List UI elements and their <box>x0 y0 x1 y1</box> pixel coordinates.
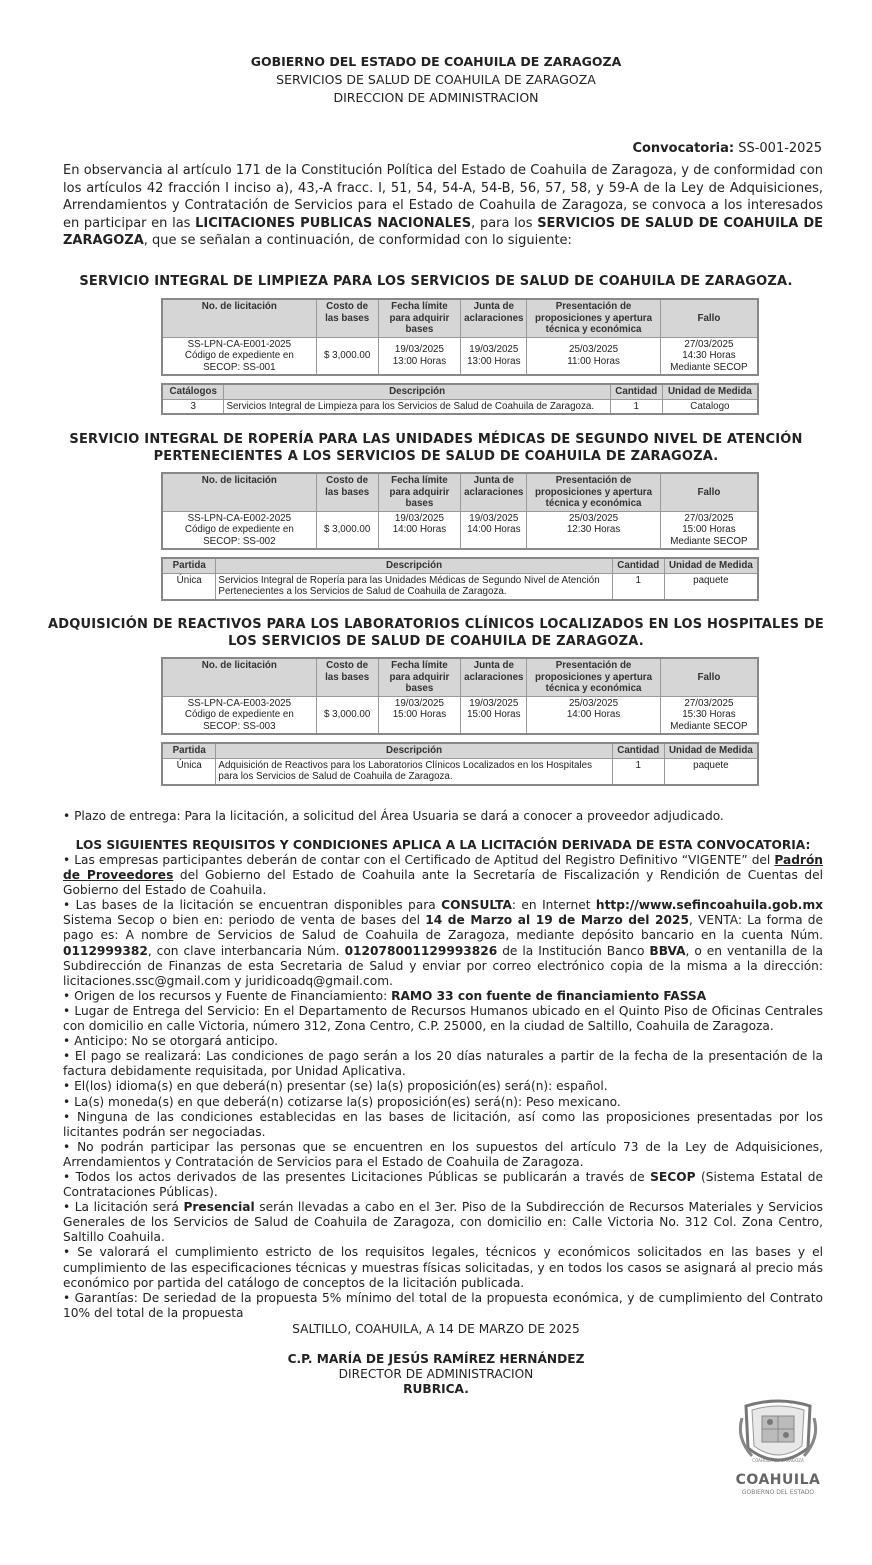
table-row <box>162 696 758 734</box>
col-fallo: Fallo <box>660 473 758 511</box>
col-fallo: Fallo <box>660 658 758 696</box>
list-item: • Las bases de la licitación se encuentran disponibles para CONSULTA: en Internet http://www.sefincoahuila.gob.mx Sistema Secop o bien en: periodo de venta de bases del 14 de Marzo al 19 de Marzo del 2025, VENTA: La forma de pago es: A nombre de Servicios de Salud de Coahuila de Zaragoza, mediante depósito bancario en la cuenta Núm. 0112999382, con clave interbancaria Núm. 012078001129993826 de la Institución Banco BBVA, o en ventanilla de la Subdirección de Finanzas de esta Secretaria de Salud y enviar por correo electrónico copia de la misma a la dirección: licitaciones.ssc@gmail.com y juridicoadq@gmail.com. <box>63 898 824 988</box>
col-fecha: Fecha límite para adquirir bases <box>378 473 461 511</box>
padron-proveedores: Padrón de Proveedores <box>63 853 823 883</box>
col-presentacion: Presentación de proposiciones y apertura técnica y económica <box>527 299 661 337</box>
rubrica: RUBRICA. <box>403 1382 469 1396</box>
intro-text: En observancia al artículo 171 de la Constitución Política del Estado de Coahuila de Zaragoza, y de conformidad con los artículos 42 fracción I inciso a), 43,-A fracc. I, 51, 54, 54-A, 54-B, 56, 57, 58, y 59-A de la Ley de Adquisiciones, Arrendamientos y Contratación de Servicios para el Estado de Coahuila de Zaragoza, se convoca a los interesados en participar en las <box>63 163 823 231</box>
description-cell: Servicios Integral de Limpieza para los Servicios de Salud de Coahuila de Zaragoza. <box>224 399 610 414</box>
header-administration: DIRECCION DE ADMINISTRACION <box>333 90 539 105</box>
intro-text: , que se señalan a continuación, de conformidad con lo siguiente: <box>143 233 572 248</box>
intro-bold-servicios: SERVICIOS DE SALUD DE COAHUILA DE ZARAGOZA <box>63 215 823 248</box>
list-item: • Se valorará el cumplimiento estricto de los requisitos legales, técnicos y económicos solicitados en las bases y el cumplimiento de las especificaciones técnicas y muestras físicas solicitadas, y en todos los casos se asignará al precio más económico por partida del catálogo de conceptos de la licitación publicada. <box>63 1245 823 1290</box>
lic2-items-table <box>161 557 759 601</box>
intro-paragraph <box>63 162 823 250</box>
lic3-items-table <box>161 742 759 786</box>
junta-cell: 19/03/2025 13:00 Horas <box>461 337 527 375</box>
col-cantidad: Cantidad <box>610 384 662 399</box>
table-row <box>162 511 758 549</box>
col-unidad: Unidad de Medida <box>664 743 758 758</box>
requirements-title: LOS SIGUIENTES REQUISITOS Y CONDICIONES APLICA A LA LICITACIÓN DERIVADA DE ESTA CONVOCATORIA: <box>75 838 811 852</box>
presentation-cell: 25/03/2025 11:00 Horas <box>527 337 661 375</box>
lic1-items-table <box>161 383 759 415</box>
list-item: • Origen de los recursos y Fuente de Financiamiento: RAMO 33 con fuente de financiamiento FASSA <box>63 988 707 1003</box>
junta-cell: 19/03/2025 14:00 Horas <box>461 511 527 549</box>
col-unidad: Unidad de Medida <box>662 384 758 399</box>
list-item: • Anticipo: No se otorgará anticipo. <box>63 1034 279 1049</box>
quantity-cell: 1 <box>612 758 664 785</box>
partida-cell: 3 <box>162 399 224 414</box>
convocatoria <box>632 141 822 156</box>
col-junta: Junta de aclaraciones <box>461 473 527 511</box>
col-junta: Junta de aclaraciones <box>461 658 527 696</box>
col-fallo: Fallo <box>660 299 758 337</box>
deadline-cell: 19/03/2025 15:00 Horas <box>378 696 461 734</box>
unit-cell: paquete <box>664 573 758 600</box>
intro-text: , para los <box>471 215 538 231</box>
coahuila-logo <box>728 1398 828 1498</box>
unit-cell: Catalogo <box>662 399 758 414</box>
list-item: • Lugar de Entrega del Servicio: En el Departamento de Recursos Humanos ubicado en el Quinto Piso de Oficinas Centrales con domicilio en calle Victoria, número 312, Zona Centro, C.P. 25000, en la ciudad de Saltillo, Coahuila de Zaragoza. <box>63 1003 823 1034</box>
col-costo: Costo de las bases <box>316 658 378 696</box>
signer-name: C.P. MARÍA DE JESÚS RAMÍREZ HERNÁNDEZ <box>287 1352 585 1366</box>
lic-number-cell: SS-LPN-CA-E003-2025 Código de expediente en SECOP: SS-003 <box>162 696 316 734</box>
col-partida: Partida <box>162 743 216 758</box>
presentation-cell: 25/03/2025 14:00 Horas <box>527 696 661 734</box>
lic-number-cell: SS-LPN-CA-E002-2025 Código de expediente en SECOP: SS-002 <box>162 511 316 549</box>
cost-cell: $ 3,000.00 <box>316 511 378 549</box>
col-presentacion: Presentación de proposiciones y apertura técnica y económica <box>527 658 661 696</box>
place-date: SALTILLO, COAHUILA, A 14 DE MARZO DE 2025 <box>292 1322 580 1336</box>
col-partida: Partida <box>162 558 216 573</box>
col-costo: Costo de las bases <box>316 473 378 511</box>
table-row <box>162 758 758 785</box>
requirements-list <box>63 853 823 1321</box>
sefin-url: http://www.sefincoahuila.gob.mx <box>595 898 824 913</box>
convocatoria-number: SS-001-2025 <box>738 141 822 156</box>
fallo-cell: 27/03/2025 14:30 Horas Mediante SECOP <box>660 337 758 375</box>
col-cantidad: Cantidad <box>612 743 664 758</box>
description-cell: Servicios Integral de Ropería para las Unidades Médicas de Segundo Nivel de Atención Pertenecientes a los Servicios de Salud de Coahuila de Zaragoza. <box>216 573 612 600</box>
table-row <box>162 573 758 600</box>
col-fecha: Fecha límite para adquirir bases <box>378 299 461 337</box>
description-cell: Adquisición de Reactivos para los Laboratorios Clínicos Localizados en los Hospitales para los Servicios de Salud de Coahuila de Zaragoza. <box>216 758 612 785</box>
delivery-term: • Plazo de entrega: Para la licitación, a solicitud del Área Usuaria se dará a conocer a proveedor adjudicado. <box>63 809 724 823</box>
lic2-title: SERVICIO INTEGRAL DE ROPERÍA PARA LAS UNIDADES MÉDICAS DE SEGUNDO NIVEL DE ATENCIÓN PERTENECIENTES A LOS SERVICIOS DE SALUD DE COAHUILA DE ZARAGOZA. <box>69 432 803 464</box>
header-health-services: SERVICIOS DE SALUD DE COAHUILA DE ZARAGOZA <box>276 72 596 87</box>
partida-cell: Única <box>162 573 216 600</box>
list-item: • La licitación será Presencial serán llevadas a cabo en el 3er. Piso de la Subdirección de Recursos Materiales y Servicios Generales de los Servicios de Salud de Coahuila de Zaragoza, con domicilio en: Calle Victoria No. 312 Col. Zona Centro, Saltillo Coahuila. <box>63 1200 823 1245</box>
logo-subtitle: GOBIERNO DEL ESTADO <box>741 1489 815 1496</box>
intro-bold-licitaciones: LICITACIONES PUBLICAS NACIONALES <box>195 215 472 231</box>
list-item: • Garantías: De seriedad de la propuesta 5% mínimo del total de la propuesta económica, y de cumplimiento del Contrato 10% del total de la propuesta <box>63 1290 823 1320</box>
lic1-schedule-table <box>161 298 759 376</box>
lic3-title: ADQUISICIÓN DE REACTIVOS PARA LOS LABORATORIOS CLÍNICOS LOCALIZADOS EN LOS HOSPITALES DE LOS SERVICIOS DE SALUD DE COAHUILA DE ZARAGOZA. <box>48 617 824 649</box>
fallo-cell: 27/03/2025 15:30 Horas Mediante SECOP <box>660 696 758 734</box>
lic2-schedule-table <box>161 472 759 550</box>
lic3-schedule-table <box>161 657 759 735</box>
col-fecha: Fecha límite para adquirir bases <box>378 658 461 696</box>
list-item: • Las empresas participantes deberán de contar con el Certificado de Aptitud del Registro Definitivo “VIGENTE” del Padrón de Proveedores del Gobierno del Estado de Coahuila ante la Secretaría de Fiscalización y Rendición de Cuentas del Gobierno del Estado de Coahuila. <box>63 853 823 898</box>
col-descripcion: Descripción <box>216 743 612 758</box>
logo-name: COAHUILA <box>735 1472 821 1488</box>
list-item: • La(s) moneda(s) en que deberá(n) cotizarse la(s) proposición(es) será(n): Peso mexicano. <box>63 1094 621 1109</box>
col-junta: Junta de aclaraciones <box>461 299 527 337</box>
unit-cell: paquete <box>664 758 758 785</box>
col-descripcion: Descripción <box>224 384 610 399</box>
deadline-cell: 19/03/2025 14:00 Horas <box>378 511 461 549</box>
col-catalogos: Catálogos <box>162 384 224 399</box>
quantity-cell: 1 <box>612 573 664 600</box>
col-no: No. de licitación <box>162 473 316 511</box>
list-item: • El pago se realizará: Las condiciones de pago serán a los 20 días naturales a partir de la fecha de la presentación de la factura debidamente requisitada, por Unidad Aplicativa. <box>63 1049 823 1079</box>
col-cantidad: Cantidad <box>612 558 664 573</box>
junta-cell: 19/03/2025 15:00 Horas <box>461 696 527 734</box>
cost-cell: $ 3,000.00 <box>316 696 378 734</box>
list-item: • No podrán participar las personas que se encuentren en los supuestos del artículo 73 de la Ley de Adquisiciones, Arrendamientos y Contratación de Servicios para el Estado de Coahuila de Zaragoza. <box>63 1139 823 1169</box>
col-descripcion: Descripción <box>216 558 612 573</box>
lic-number-cell: SS-LPN-CA-E001-2025 Código de expediente en SECOP: SS-001 <box>162 337 316 375</box>
table-row <box>162 337 758 375</box>
seal-text: COAHUILA DE ZARAGOZA <box>752 1458 804 1463</box>
presentation-cell: 25/03/2025 12:30 Horas <box>527 511 661 549</box>
col-no: No. de licitación <box>162 658 316 696</box>
cost-cell: $ 3,000.00 <box>316 337 378 375</box>
list-item: • Todos los actos derivados de las presentes Licitaciones Públicas se publicarán a través de SECOP (Sistema Estatal de Contrataciones Públicas). <box>63 1169 823 1200</box>
col-unidad: Unidad de Medida <box>664 558 758 573</box>
convocatoria-label: Convocatoria: <box>632 141 735 156</box>
quantity-cell: 1 <box>610 399 662 414</box>
list-item: • Ninguna de las condiciones establecidas en las bases de licitación, así como las proposiciones presentadas por los licitantes podrán ser negociadas. <box>63 1109 823 1139</box>
header-government: GOBIERNO DEL ESTADO DE COAHUILA DE ZARAGOZA <box>250 54 622 69</box>
partida-cell: Única <box>162 758 216 785</box>
col-presentacion: Presentación de proposiciones y apertura técnica y económica <box>527 473 661 511</box>
signer-role: DIRECTOR DE ADMINISTRACION <box>338 1367 534 1381</box>
fallo-cell: 27/03/2025 15:00 Horas Mediante SECOP <box>660 511 758 549</box>
col-costo: Costo de las bases <box>316 299 378 337</box>
col-no: No. de licitación <box>162 299 316 337</box>
list-item: • El(los) idioma(s) en que deberá(n) presentar (se) la(s) proposición(es) será(n): español. <box>63 1079 608 1094</box>
table-row <box>162 399 758 414</box>
lic1-title: SERVICIO INTEGRAL DE LIMPIEZA PARA LOS SERVICIOS DE SALUD DE COAHUILA DE ZARAGOZA. <box>79 274 793 289</box>
deadline-cell: 19/03/2025 13:00 Horas <box>378 337 461 375</box>
